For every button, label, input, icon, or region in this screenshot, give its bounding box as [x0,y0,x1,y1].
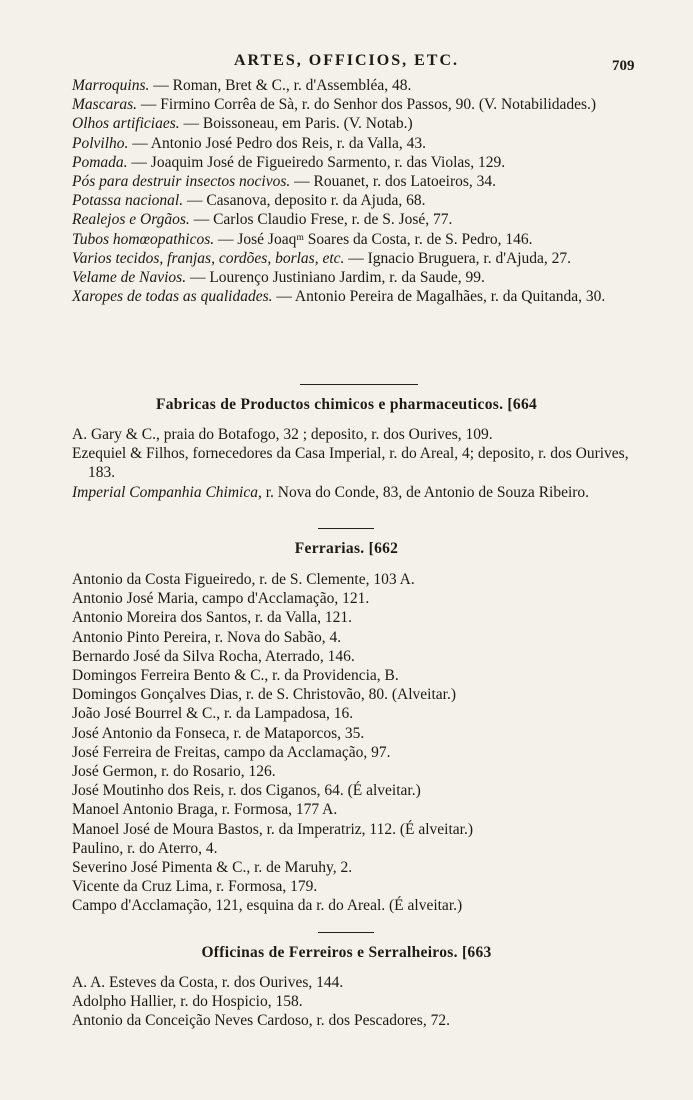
entry-label: Velame de Navios. [72,269,187,287]
list-item: Adolpho Hallier, r. do Hospicio, 158. [72,993,303,1011]
entry-label: Pomada. [72,153,128,171]
entry-text: — Boissoneau, em Paris. (V. Notab.) [179,115,413,133]
list-item: A. A. Esteves da Costa, r. dos Ourives, 144. [72,974,344,991]
list-item [72,268,642,287]
section-4-list [72,973,642,1031]
list-item [72,134,642,153]
list-item: José Antonio da Fonseca, r. de Mataporcos, 35. [72,724,365,742]
entry-text: — Rouanet, r. dos Latoeiros, 34. [290,173,497,191]
entry-text: — Joaquim José de Figueiredo Sarmento, r. das Violas, 129. [127,153,506,171]
list-item: Manoel José de Moura Bastos, r. da Imperatriz, 112. (É alveitar.) [72,820,474,838]
list-item [72,114,642,133]
entry-label: Realejos e Orgãos. [72,211,190,229]
list-item: João José Bourrel & C., r. da Lampadosa, 16. [72,705,354,723]
entry-text: — Casanova, deposito r. da Ajuda, 68. [183,192,426,210]
entry-label: Polvilho. [72,134,129,152]
list-item: Bernardo José da Silva Rocha, Aterrado, 146. [72,647,355,665]
list-item: Domingos Ferreira Bento & C., r. da Providencia, B. [72,667,399,685]
entry-text: — Roman, Bret & C., r. d'Assembléa, 48. [149,77,412,94]
list-item: Manoel Antonio Braga, r. Formosa, 177 A. [72,801,338,819]
entry-label: Potassa nacional. [72,192,184,210]
list-item: Campo d'Acclamação, 121, esquina da r. do Areal. (É alveitar.) [72,897,463,915]
section-3-list [72,570,642,916]
list-item [72,172,642,191]
entry-text: — Lourenço Justiniano Jardim, r. da Saude, 99. [186,269,485,287]
entry-text: — Ignacio Bruguera, r. d'Ajuda, 27. [344,249,572,267]
list-item [72,230,642,249]
list-item [72,483,642,502]
list-item [72,191,642,210]
entry-text: — Firmino Corrêa de Sà, r. do Senhor dos Passos, 90. (V. Notabilidades.) [137,96,597,114]
entry-text: — Antonio José Pedro dos Reis, r. da Valla, 43. [128,134,427,152]
list-item: Severino José Pimenta & C., r. de Maruhy, 2. [72,859,353,877]
list-item: José Ferreira de Freitas, campo da Acclamação, 97. [72,743,391,761]
page-number: 709 [612,58,635,74]
entry-label: Marroquins. [72,77,150,94]
entry-label: Pós para destruir insectos nocivos. [72,173,291,191]
list-item: Domingos Gonçalves Dias, r. de S. Christovão, 80. (Alveitar.) [72,686,457,704]
entry-label: Olhos artificiaes. [72,115,180,133]
entry-label: Tubos homœopathicos. [72,230,215,248]
entry-text: r. Nova do Conde, 83, de Antonio de Souza Ribeiro. [261,483,590,501]
list-item: Antonio da Conceição Neves Cardoso, r. dos Pescadores, 72. [72,1012,450,1030]
entry-text: — José Joaqᵐ Soares da Costa, r. de S. Pedro, 146. [214,230,533,248]
list-item [72,210,642,229]
section-heading: Officinas de Ferreiros e Serralheiros. [663 [201,944,492,961]
running-header: ARTES, OFFICIOS, ETC. [233,52,460,69]
list-item: José Germon, r. do Rosario, 126. [72,763,276,781]
section-divider [318,932,374,933]
list-item: Antonio José Maria, campo d'Acclamação, 121. [72,590,370,608]
section-2-list [72,425,642,502]
list-item [72,249,642,268]
list-item: Antonio Pinto Pereira, r. Nova do Sabão, 4. [72,628,342,646]
list-item: Antonio Moreira dos Santos, r. da Valla, 121. [72,609,352,627]
list-item: Ezequiel & Filhos, fornecedores da Casa Imperial, r. do Areal, 4; deposito, r. dos Ourives, 183. [72,445,629,482]
section-divider [318,528,374,529]
section-1-list [72,76,642,306]
section-heading: Fabricas de Productos chimicos e pharmaceuticos. [664 [155,396,538,413]
entry-label: Imperial Companhia Chimica, [72,483,262,501]
entry-label: Varios tecidos, franjas, cordões, borlas, etc. [72,249,345,267]
section-heading: Ferrarias. [662 [294,540,399,557]
list-item: Paulino, r. do Aterro, 4. [72,839,218,857]
entry-text: — Antonio Pereira de Magalhães, r. da Quitanda, 30. [272,288,606,306]
entry-label: Xaropes de todas as qualidades. [72,288,273,306]
list-item [72,95,642,114]
list-item: A. Gary & C., praia do Botafogo, 32 ; deposito, r. dos Ourives, 109. [72,426,493,443]
entry-text: — Carlos Claudio Frese, r. de S. José, 77. [189,211,453,229]
list-item: Vicente da Cruz Lima, r. Formosa, 179. [72,878,318,896]
list-item: Antonio da Costa Figueiredo, r. de S. Clemente, 103 A. [72,571,415,588]
list-item [72,153,642,172]
entry-label: Mascaras. [72,96,138,114]
list-item [72,76,642,95]
section-divider [300,384,418,385]
list-item [72,287,642,306]
list-item: José Moutinho dos Reis, r. dos Ciganos, 64. (É alveitar.) [72,782,421,800]
